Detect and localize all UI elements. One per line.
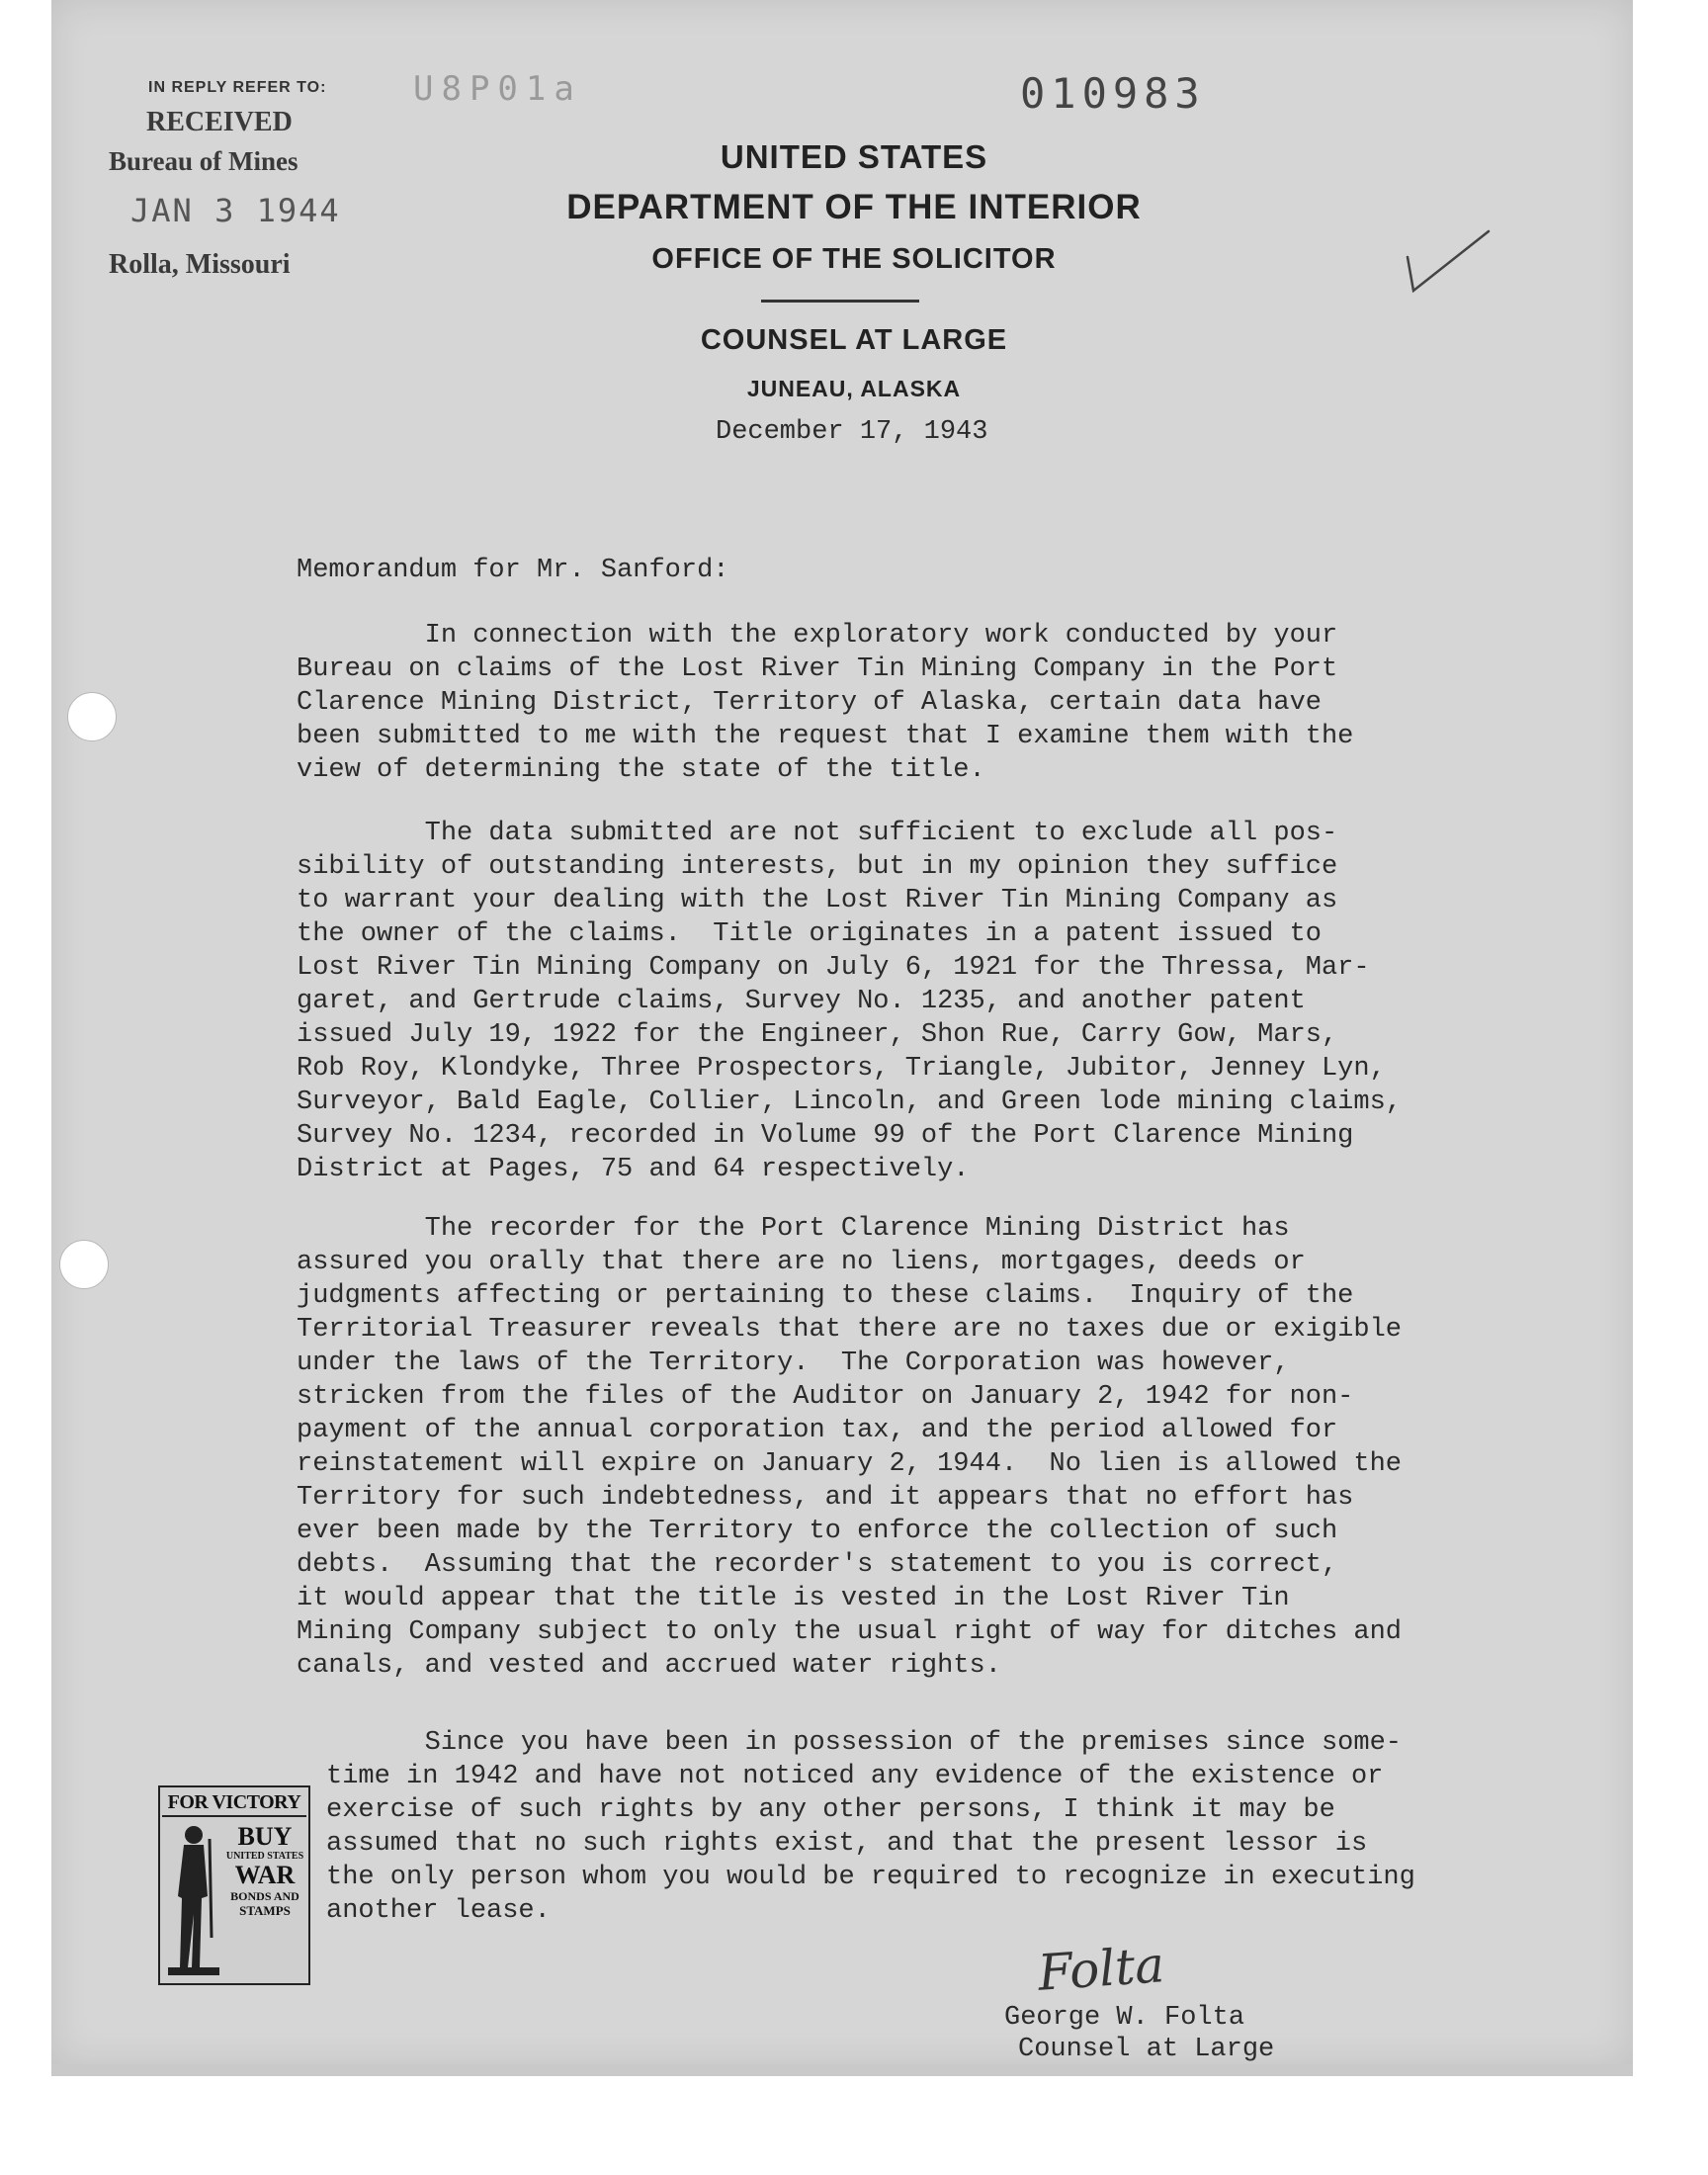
salutation: Memorandum for Mr. Sanford: bbox=[297, 556, 729, 585]
poster-text bbox=[225, 1823, 304, 1918]
body-line: been submitted to me with the request that I examine them with the bbox=[297, 722, 1354, 751]
body-line: time in 1942 and have not noticed any evidence of the existence or bbox=[326, 1762, 1384, 1791]
body-line: Surveyor, Bald Eagle, Collier, Lincoln, and Green lode mining claims, bbox=[297, 1088, 1402, 1117]
body-line: canals, and vested and accrued water rights. bbox=[297, 1651, 1001, 1681]
body-line: Since you have been in possession of the premises since some- bbox=[297, 1728, 1402, 1758]
body-line: Bureau on claims of the Lost River Tin Mining Company in the Port bbox=[297, 654, 1338, 684]
body-line: view of determining the state of the title. bbox=[297, 755, 985, 785]
body-line: sibility of outstanding interests, but in my opinion they suffice bbox=[297, 852, 1338, 882]
bureau-stamp: Bureau of Mines bbox=[109, 146, 299, 176]
letterhead-office: OFFICE OF THE SOLICITOR bbox=[651, 243, 1057, 275]
punch-hole-top bbox=[67, 692, 117, 741]
body-line: Survey No. 1234, recorded in Volume 99 of the Port Clarence Mining bbox=[297, 1121, 1354, 1151]
signer-name: George W. Folta bbox=[1004, 2003, 1245, 2033]
body-line: under the laws of the Territory. The Corporation was however, bbox=[297, 1348, 1290, 1378]
body-line: District at Pages, 75 and 64 respectively. bbox=[297, 1155, 970, 1184]
poster-war: WAR bbox=[234, 1861, 296, 1889]
body-line: debts. Assuming that the recorder's statement to you is correct, bbox=[297, 1550, 1338, 1580]
letterhead-divider bbox=[761, 300, 919, 303]
minuteman-figure-icon bbox=[166, 1819, 221, 1977]
letterhead-counsel: COUNSEL AT LARGE bbox=[700, 324, 1008, 356]
body-line: Lost River Tin Mining Company on July 6, 1921 for the Thressa, Mar- bbox=[297, 953, 1370, 983]
signature-script: Folta bbox=[1036, 1936, 1166, 2002]
letterhead-united-states: UNITED STATES bbox=[720, 138, 988, 175]
letter-date: December 17, 1943 bbox=[716, 417, 988, 447]
body-line: issued July 19, 1922 for the Engineer, Shon Rue, Carry Gow, Mars, bbox=[297, 1020, 1338, 1050]
body-line: Mining Company subject to only the usual right of way for ditches and bbox=[297, 1617, 1402, 1647]
war-bonds-poster bbox=[158, 1785, 310, 1985]
document-number: 010983 bbox=[1020, 69, 1206, 118]
letterhead-location: JUNEAU, ALASKA bbox=[746, 376, 962, 401]
location-stamp: Rolla, Missouri bbox=[109, 249, 291, 280]
body-line: reinstatement will expire on January 2, 1944. No lien is allowed the bbox=[297, 1449, 1402, 1479]
body-line: payment of the annual corporation tax, and the period allowed for bbox=[297, 1416, 1338, 1445]
body-line: The data submitted are not sufficient to exclude all pos- bbox=[297, 819, 1338, 848]
body-line: ever been made by the Territory to enforce the collection of such bbox=[297, 1517, 1338, 1546]
body-line: Territorial Treasurer reveals that there are no taxes due or exigible bbox=[297, 1315, 1402, 1345]
signer-title: Counsel at Large bbox=[1018, 2035, 1275, 2064]
body-line: exercise of such rights by any other persons, I think it may be bbox=[326, 1795, 1335, 1825]
body-line: assured you orally that there are no liens, mortgages, deeds or bbox=[297, 1248, 1306, 1277]
poster-buy: BUY bbox=[237, 1822, 293, 1851]
body-line: to warrant your dealing with the Lost River Tin Mining Company as bbox=[297, 886, 1338, 915]
poster-stamps: STAMPS bbox=[239, 1903, 291, 1918]
reply-refer-label: IN REPLY REFER TO: bbox=[148, 79, 327, 96]
punch-hole-bottom bbox=[59, 1240, 109, 1289]
body-line: stricken from the files of the Auditor on January 2, 1942 for non- bbox=[297, 1382, 1354, 1412]
body-line: garet, and Gertrude claims, Survey No. 1235, and another patent bbox=[297, 987, 1306, 1016]
poster-bonds-and: BONDS AND bbox=[230, 1889, 299, 1903]
file-code: U8P01a bbox=[413, 69, 582, 109]
body-line: In connection with the exploratory work conducted by your bbox=[297, 621, 1338, 651]
received-stamp: RECEIVED bbox=[146, 107, 293, 137]
page-edge bbox=[51, 2064, 1633, 2076]
check-mark-icon bbox=[1404, 227, 1493, 297]
letterhead-department: DEPARTMENT OF THE INTERIOR bbox=[566, 188, 1142, 226]
body-line: the only person whom you would be required to recognize in executing bbox=[326, 1863, 1415, 1892]
body-line: the owner of the claims. Title originates in a patent issued to bbox=[297, 919, 1322, 949]
body-line: Rob Roy, Klondyke, Three Prospectors, Triangle, Jubitor, Jenney Lyn, bbox=[297, 1054, 1386, 1084]
received-date-stamp: JAN 3 1944 bbox=[130, 192, 341, 229]
body-line: assumed that no such rights exist, and that the present lessor is bbox=[326, 1829, 1368, 1859]
body-line: Clarence Mining District, Territory of Alaska, certain data have bbox=[297, 688, 1322, 718]
body-line: Territory for such indebtedness, and it appears that no effort has bbox=[297, 1483, 1354, 1513]
body-line: it would appear that the title is vested in the Lost River Tin bbox=[297, 1584, 1290, 1613]
body-line: judgments affecting or pertaining to these claims. Inquiry of the bbox=[297, 1281, 1354, 1311]
body-line: The recorder for the Port Clarence Mining District has bbox=[297, 1214, 1290, 1244]
body-line: another lease. bbox=[326, 1896, 551, 1926]
poster-for-victory: FOR VICTORY bbox=[162, 1789, 306, 1817]
poster-united-states: UNITED STATES bbox=[225, 1851, 304, 1862]
